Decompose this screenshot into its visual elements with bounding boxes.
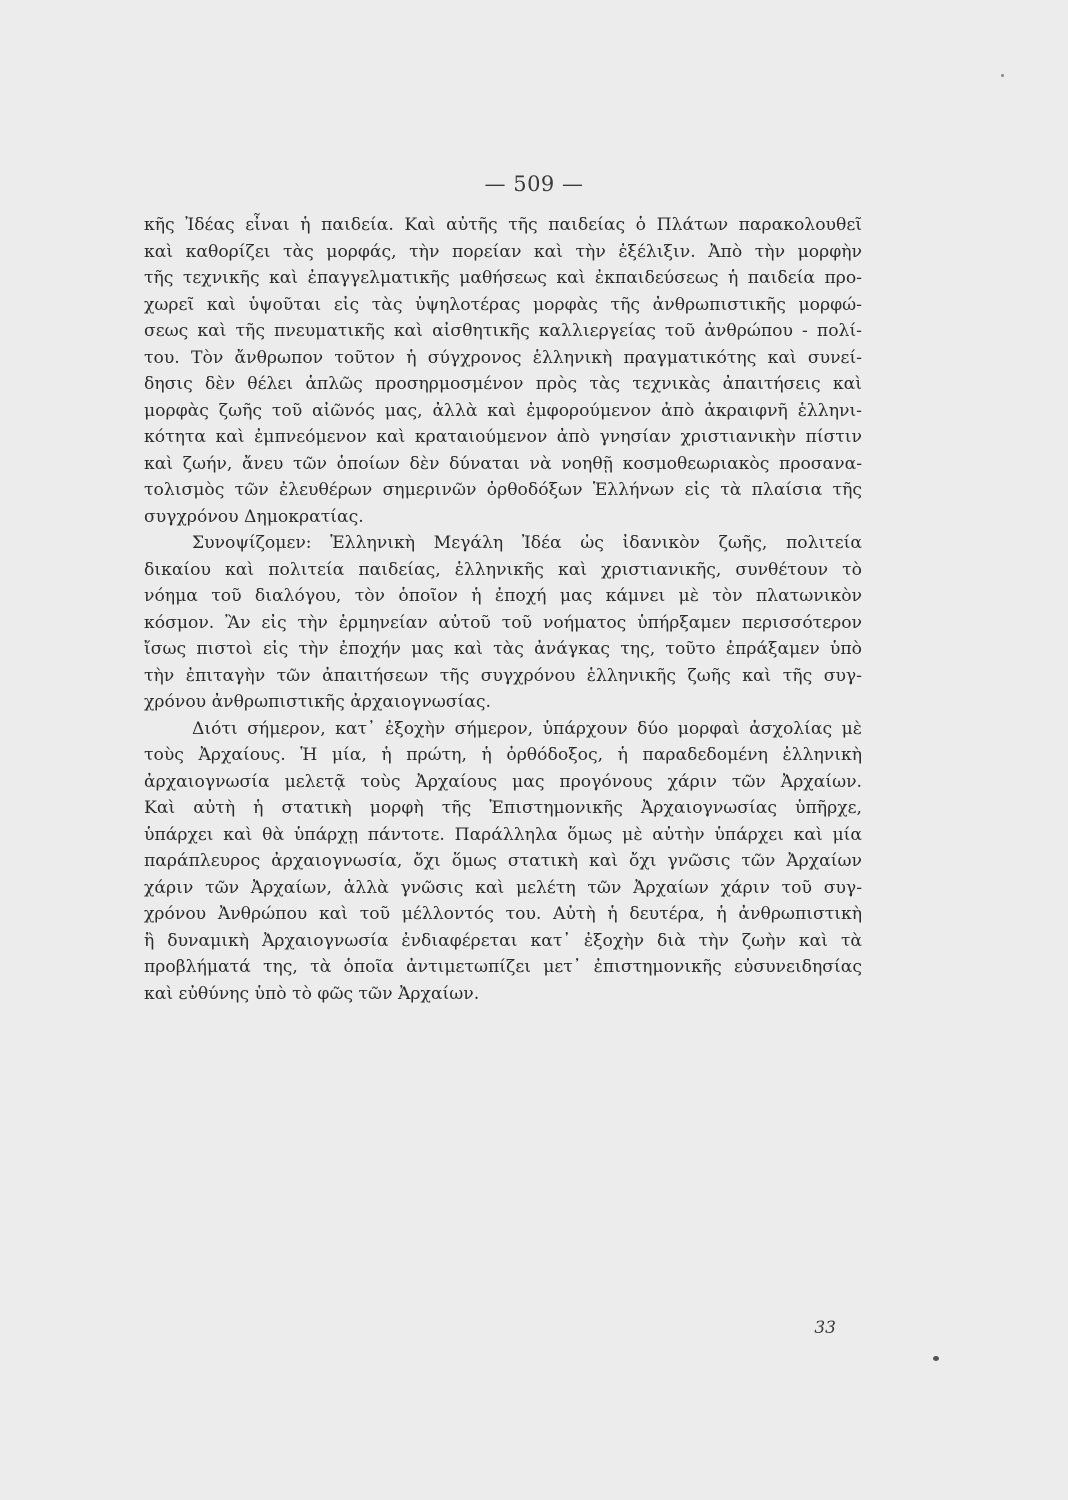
paper-speck (933, 1356, 939, 1361)
text-line: χωρεῖ καὶ ὑψοῦται εἰς τὰς ὑψηλοτέρας μορφὰς τῆς ἀνθρωπιστικῆς μορφώ- (144, 294, 862, 315)
text-line: κόσμον. Ἂν εἰς τὴν ἑρμηνείαν αὐτοῦ τοῦ νοήματος ὑπήρξαμεν περισσότερον (144, 612, 862, 633)
text-line: νόημα τοῦ διαλόγου, τὸν ὁποῖον ἡ ἐποχή μας κάμνει μὲ τὸν πλατωνικὸν (144, 586, 862, 606)
text-line: κότητα καὶ ἐμπνεόμενον καὶ κραταιούμενον ἀπὸ γνησίαν χριστιανικὴν πίστιν (144, 427, 862, 447)
text-line: τοὺς Ἀρχαίους. Ἡ μία, ἡ πρώτη, ἡ ὀρθόδοξος, ἡ παραδεδομένη ἑλληνικὴ (144, 745, 862, 765)
text-line: προβλήματά της, τὰ ὁποῖα ἀντιμετωπίζει μετ᾽ ἐπιστημονικῆς εὐσυνειδησίας (144, 957, 862, 977)
text-line: χρόνου Ἀνθρώπου καὶ τοῦ μέλλοντός του. Αὐτὴ ἡ δευτέρα, ἡ ἀνθρωπιστικὴ (144, 904, 862, 924)
text-line: σεως καὶ τῆς πνευματικῆς καὶ αἰσθητικῆς καλλιεργείας τοῦ ἀνθρώπου - πολί- (144, 321, 862, 341)
text-line: ὑπάρχει καὶ θὰ ὑπάρχῃ πάντοτε. Παράλληλα ὅμως μὲ αὐτὴν ὑπάρχει καὶ μία (144, 824, 862, 845)
text-line: χάριν τῶν Ἀρχαίων, ἀλλὰ γνῶσις καὶ μελέτη τῶν Ἀρχαίων χάριν τοῦ συγ- (144, 877, 862, 898)
text-line: Καὶ αὐτὴ ἡ στατικὴ μορφὴ τῆς Ἐπιστημονικῆς Ἀρχαιογνωσίας ὑπῆρχε, (144, 798, 862, 818)
text-line: χρόνου ἀνθρωπιστικῆς ἀρχαιογνωσίας. (144, 692, 491, 712)
text-line: τὴν ἐπιταγὴν τῶν ἀπαιτήσεων τῆς συγχρόνου ἑλληνικῆς ζωῆς καὶ τῆς συγ- (144, 665, 862, 686)
body-text (144, 212, 862, 1007)
text-line: του. Τὸν ἄνθρωπον τοῦτον ἡ σύγχρονος ἑλληνικὴ πραγματικότης καὶ συνεί- (144, 347, 862, 368)
text-line: παράπλευρος ἀρχαιογνωσία, ὄχι ὅμως στατικὴ καὶ ὄχι γνῶσις τῶν Ἀρχαίων (144, 851, 862, 871)
text-line: ἴσως πιστοὶ εἰς τὴν ἐποχήν μας καὶ τὰς ἀνάγκας της, τοῦτο ἐπράξαμεν ὑπὸ (144, 639, 862, 659)
page-number: — 509 — (484, 172, 584, 196)
text-line: ἀρχαιογνωσία μελετᾷ τοὺς Ἀρχαίους μας προγόνους χάριν τῶν Ἀρχαίων. (144, 771, 862, 792)
text-line: κῆς Ἰδέας εἶναι ἡ παιδεία. Καὶ αὐτῆς τῆς παιδείας ὁ Πλάτων παρακολουθεῖ (144, 215, 862, 235)
text-line: Συνοψίζομεν: Ἑλληνικὴ Μεγάλη Ἰδέα ὡς ἰδανικὸν ζωῆς, πολιτεία (192, 533, 862, 553)
text-line: καὶ ζωήν, ἄνευ τῶν ὁποίων δὲν δύναται νὰ νοηθῇ κοσμοθεωριακὸς προσανα- (144, 453, 862, 474)
text-line: καὶ καθορίζει τὰς μορφάς, τὴν πορείαν καὶ τὴν ἐξέλιξιν. Ἀπὸ τὴν μορφὴν (144, 241, 862, 262)
text-line: Διότι σήμερον, κατ᾽ ἐξοχὴν σήμερον, ὑπάρχουν δύο μορφαὶ ἀσχολίας μὲ (192, 718, 862, 739)
text-line: τολισμὸς τῶν ἐλευθέρων σημερινῶν ὀρθοδόξων Ἑλλήνων εἰς τὰ πλαίσια τῆς (144, 480, 862, 500)
text-line: καὶ εὐθύνης ὑπὸ τὸ φῶς τῶν Ἀρχαίων. (144, 983, 480, 1004)
text-line: δησις δὲν θέλει ἁπλῶς προσηρμοσμένον πρὸς τὰς τεχνικὰς ἀπαιτήσεις καὶ (144, 374, 862, 394)
text-line: δικαίου καὶ πολιτεία παιδείας, ἑλληνικῆς καὶ χριστιανικῆς, συνθέτουν τὸ (144, 559, 862, 580)
text-line: ἢ δυναμικὴ Ἀρχαιογνωσία ἐνδιαφέρεται κατ᾽ ἐξοχὴν διὰ τὴν ζωὴν καὶ τὰ (144, 930, 862, 951)
text-line: τῆς τεχνικῆς καὶ ἐπαγγελματικῆς μαθήσεως καὶ ἐκπαιδεύσεως ἡ παιδεία προ- (144, 268, 862, 288)
text-line: μορφὰς ζωῆς τοῦ αἰῶνός μας, ἀλλὰ καὶ ἐμφορούμενον ἀπὸ ἀκραιφνῆ ἑλληνι- (144, 400, 862, 421)
paper-speck (1001, 74, 1004, 77)
signature-mark: 33 (814, 1318, 836, 1338)
text-line: συγχρόνου Δημοκρατίας. (144, 506, 364, 527)
